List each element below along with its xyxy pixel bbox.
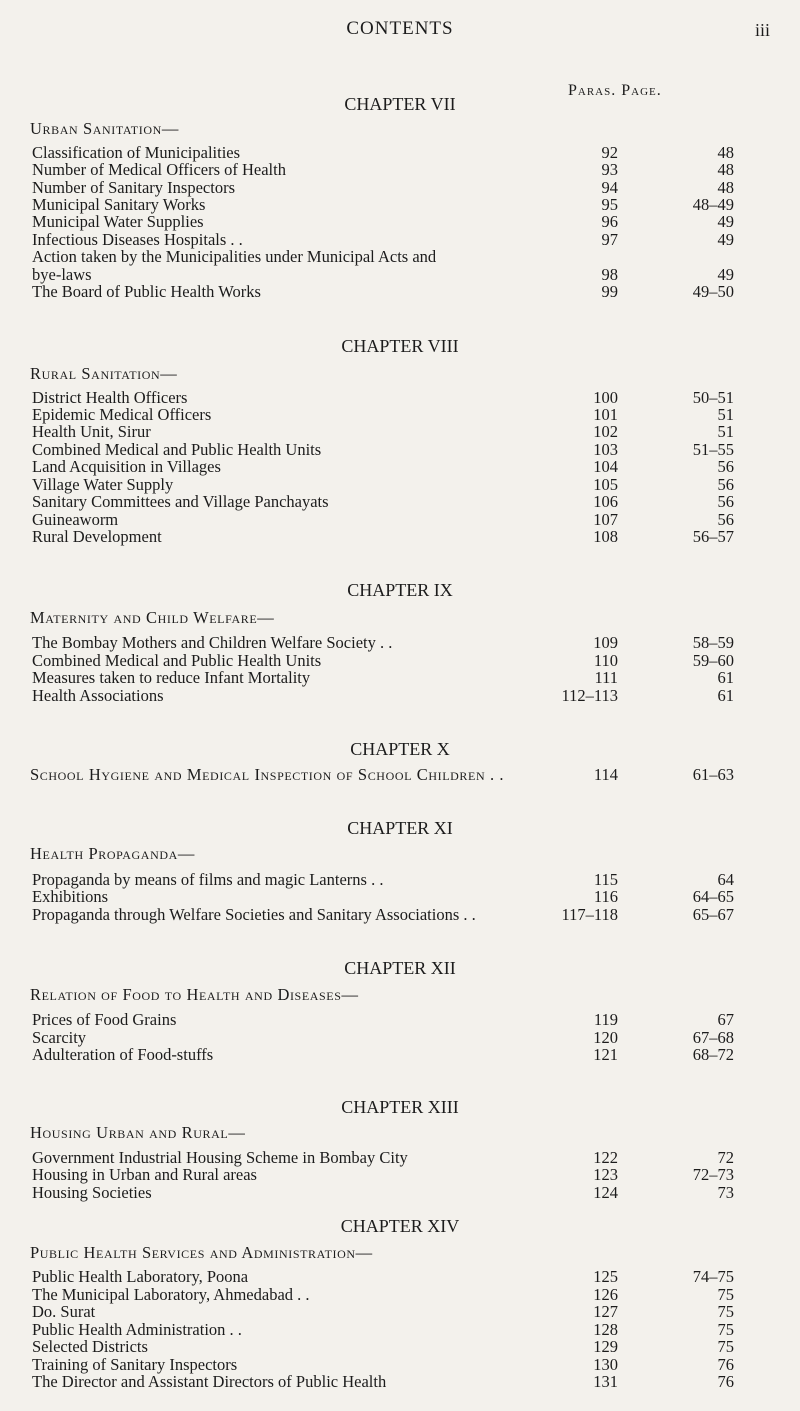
para-number: 112–113 xyxy=(561,686,618,705)
page-reference: 56 xyxy=(717,457,734,476)
entry-title: Housing Societies xyxy=(32,1183,152,1202)
toc-entry xyxy=(32,905,792,927)
page-reference: 68–72 xyxy=(692,1045,734,1064)
section-heading: Health Propaganda— xyxy=(30,844,195,863)
chapter-heading: CHAPTER XIV xyxy=(340,1216,460,1236)
chapter-heading: CHAPTER VIII xyxy=(341,336,459,356)
page-reference: 50–51 xyxy=(692,388,734,407)
para-number: 93 xyxy=(601,160,618,179)
para-number: 108 xyxy=(593,527,618,546)
page-reference: 49 xyxy=(717,212,734,231)
section-heading: Relation of Food to Health and Diseases— xyxy=(30,985,359,1004)
section-heading: Rural Sanitation— xyxy=(30,364,178,383)
page-reference: 49 xyxy=(717,230,734,249)
page-reference: 56 xyxy=(717,510,734,529)
para-number: 106 xyxy=(593,492,618,511)
para-number: 102 xyxy=(593,422,618,441)
entry-title: bye-laws xyxy=(32,265,92,284)
page-reference: 49 xyxy=(717,265,734,284)
page-reference: 48 xyxy=(717,160,734,179)
toc-entry xyxy=(32,282,792,304)
section-heading: Housing Urban and Rural— xyxy=(30,1123,246,1142)
chapter-heading: CHAPTER VII xyxy=(344,94,456,114)
entry-title: Classification of Municipalities xyxy=(32,143,241,162)
para-number: 129 xyxy=(593,1337,618,1356)
entry-title: Health Associations xyxy=(32,686,164,705)
para-number: 94 xyxy=(601,178,618,197)
entry-title: Scarcity xyxy=(32,1028,87,1047)
entry-title: The Bombay Mothers and Children Welfare Society . . xyxy=(32,633,393,652)
page-reference: 61–63 xyxy=(692,765,734,784)
page-reference: 75 xyxy=(717,1285,734,1304)
para-number: 98 xyxy=(601,265,618,284)
page-reference: 51 xyxy=(717,422,734,441)
entry-title: The Director and Assistant Directors of Public Health xyxy=(32,1372,387,1391)
para-number: 99 xyxy=(601,282,618,301)
column-headings: Paras. Page. xyxy=(568,82,662,99)
entry-title: The Board of Public Health Works xyxy=(32,282,261,301)
para-number: 121 xyxy=(593,1045,618,1064)
entry-title: Government Industrial Housing Scheme in Bombay City xyxy=(32,1148,408,1167)
page-reference: 75 xyxy=(717,1302,734,1321)
para-number: 95 xyxy=(601,195,618,214)
page-reference: 56 xyxy=(717,475,734,494)
page-reference: 64 xyxy=(717,870,734,889)
para-number: 119 xyxy=(593,1010,618,1029)
page-number: iii xyxy=(755,20,771,40)
para-number: 101 xyxy=(593,405,618,424)
page-reference: 48 xyxy=(717,178,734,197)
page-reference: 73 xyxy=(717,1183,734,1202)
para-number: 92 xyxy=(601,143,618,162)
para-number: 96 xyxy=(601,212,618,231)
para-number: 109 xyxy=(593,633,618,652)
page-reference: 67 xyxy=(717,1010,734,1029)
entry-title: Municipal Sanitary Works xyxy=(32,195,206,214)
para-number: 103 xyxy=(593,440,618,459)
page-header-title: CONTENTS xyxy=(346,18,454,39)
entry-title: Number of Medical Officers of Health xyxy=(32,160,286,179)
chapter-heading: CHAPTER XIII xyxy=(341,1097,459,1117)
section-heading: Public Health Services and Administration— xyxy=(30,1243,373,1262)
page-reference: 48–49 xyxy=(692,195,734,214)
entry-title: Combined Medical and Public Health Units xyxy=(32,440,322,459)
page-reference: 75 xyxy=(717,1320,734,1339)
entry-title: Selected Districts xyxy=(32,1337,148,1356)
para-number: 114 xyxy=(593,765,618,784)
page-reference: 61 xyxy=(717,686,734,705)
para-number: 115 xyxy=(593,870,618,889)
entry-title: Rural Development xyxy=(32,527,162,546)
page-reference: 67–68 xyxy=(692,1028,734,1047)
section-heading: School Hygiene and Medical Inspection of School Children . . xyxy=(30,765,505,784)
page-reference: 72–73 xyxy=(692,1165,734,1184)
page-reference: 58–59 xyxy=(692,633,734,652)
entry-title: Propaganda by means of films and magic Lanterns . . xyxy=(32,870,384,889)
section-heading: Maternity and Child Welfare— xyxy=(30,608,275,627)
entry-title: Do. Surat xyxy=(32,1302,96,1321)
entry-title: Propaganda through Welfare Societies and Sanitary Associations . . xyxy=(32,905,476,924)
para-number: 122 xyxy=(593,1148,618,1167)
entry-title: Municipal Water Supplies xyxy=(32,212,204,231)
entry-title: Housing in Urban and Rural areas xyxy=(32,1165,257,1184)
entry-title: Epidemic Medical Officers xyxy=(32,405,212,424)
entry-title: Village Water Supply xyxy=(32,475,174,494)
entry-title: Action taken by the Municipalities under Municipal Acts and xyxy=(32,247,437,266)
entry-title: Number of Sanitary Inspectors xyxy=(32,178,235,197)
entry-title: Land Acquisition in Villages xyxy=(32,457,221,476)
para-number: 100 xyxy=(593,388,618,407)
page-reference: 51 xyxy=(717,405,734,424)
toc-entry xyxy=(32,1372,792,1394)
page-reference: 49–50 xyxy=(692,282,734,301)
para-number: 97 xyxy=(601,230,618,249)
para-number: 130 xyxy=(593,1355,618,1374)
page-reference: 72 xyxy=(717,1148,734,1167)
page-reference: 75 xyxy=(717,1337,734,1356)
para-number: 124 xyxy=(593,1183,618,1202)
entry-title: Sanitary Committees and Village Panchayats xyxy=(32,492,329,511)
toc-entry xyxy=(32,527,792,549)
para-number: 116 xyxy=(593,887,618,906)
entry-title: Health Unit, Sirur xyxy=(32,422,151,441)
para-number: 128 xyxy=(593,1320,618,1339)
entry-title: Infectious Diseases Hospitals . . xyxy=(32,230,243,249)
para-number: 127 xyxy=(593,1302,618,1321)
page-reference: 56 xyxy=(717,492,734,511)
entry-title: Prices of Food Grains xyxy=(32,1010,177,1029)
page-reference: 76 xyxy=(717,1372,734,1391)
toc-entry xyxy=(32,1183,792,1205)
para-number: 120 xyxy=(593,1028,618,1047)
entry-title: Exhibitions xyxy=(32,887,109,906)
entry-title: Public Health Laboratory, Poona xyxy=(32,1267,249,1286)
section-reference xyxy=(32,765,792,787)
page-reference: 74–75 xyxy=(692,1267,734,1286)
entry-title: Measures taken to reduce Infant Mortality xyxy=(32,668,311,687)
toc-entry xyxy=(32,1045,792,1067)
para-number: 111 xyxy=(594,668,618,687)
para-number: 126 xyxy=(593,1285,618,1304)
entry-title: District Health Officers xyxy=(32,388,188,407)
entry-title: Adulteration of Food-stuffs xyxy=(32,1045,214,1064)
chapter-heading: CHAPTER XII xyxy=(344,958,456,978)
entry-title: Guineaworm xyxy=(32,510,119,529)
para-number: 110 xyxy=(593,651,618,670)
para-number: 125 xyxy=(593,1267,618,1286)
entry-title: Public Health Administration . . xyxy=(32,1320,242,1339)
para-number: 104 xyxy=(593,457,618,476)
entry-title: Training of Sanitary Inspectors xyxy=(32,1355,238,1374)
toc-entry xyxy=(32,686,792,708)
entry-title: The Municipal Laboratory, Ahmedabad . . xyxy=(32,1285,310,1304)
page-reference: 56–57 xyxy=(692,527,734,546)
entry-title: Combined Medical and Public Health Units xyxy=(32,651,322,670)
page-reference: 61 xyxy=(717,668,734,687)
page-reference: 76 xyxy=(717,1355,734,1374)
section-heading: Urban Sanitation— xyxy=(30,119,179,138)
para-number: 131 xyxy=(593,1372,618,1391)
chapter-heading: CHAPTER X xyxy=(350,739,450,759)
chapter-heading: CHAPTER XI xyxy=(347,818,453,838)
page-reference: 59–60 xyxy=(692,651,734,670)
page-reference: 64–65 xyxy=(692,887,734,906)
para-number: 107 xyxy=(593,510,618,529)
para-number: 105 xyxy=(593,475,618,494)
chapter-heading: CHAPTER IX xyxy=(347,580,453,600)
page-reference: 48 xyxy=(717,143,734,162)
para-number: 123 xyxy=(593,1165,618,1184)
page-reference: 51–55 xyxy=(692,440,734,459)
para-number: 117–118 xyxy=(561,905,618,924)
page-reference: 65–67 xyxy=(692,905,734,924)
